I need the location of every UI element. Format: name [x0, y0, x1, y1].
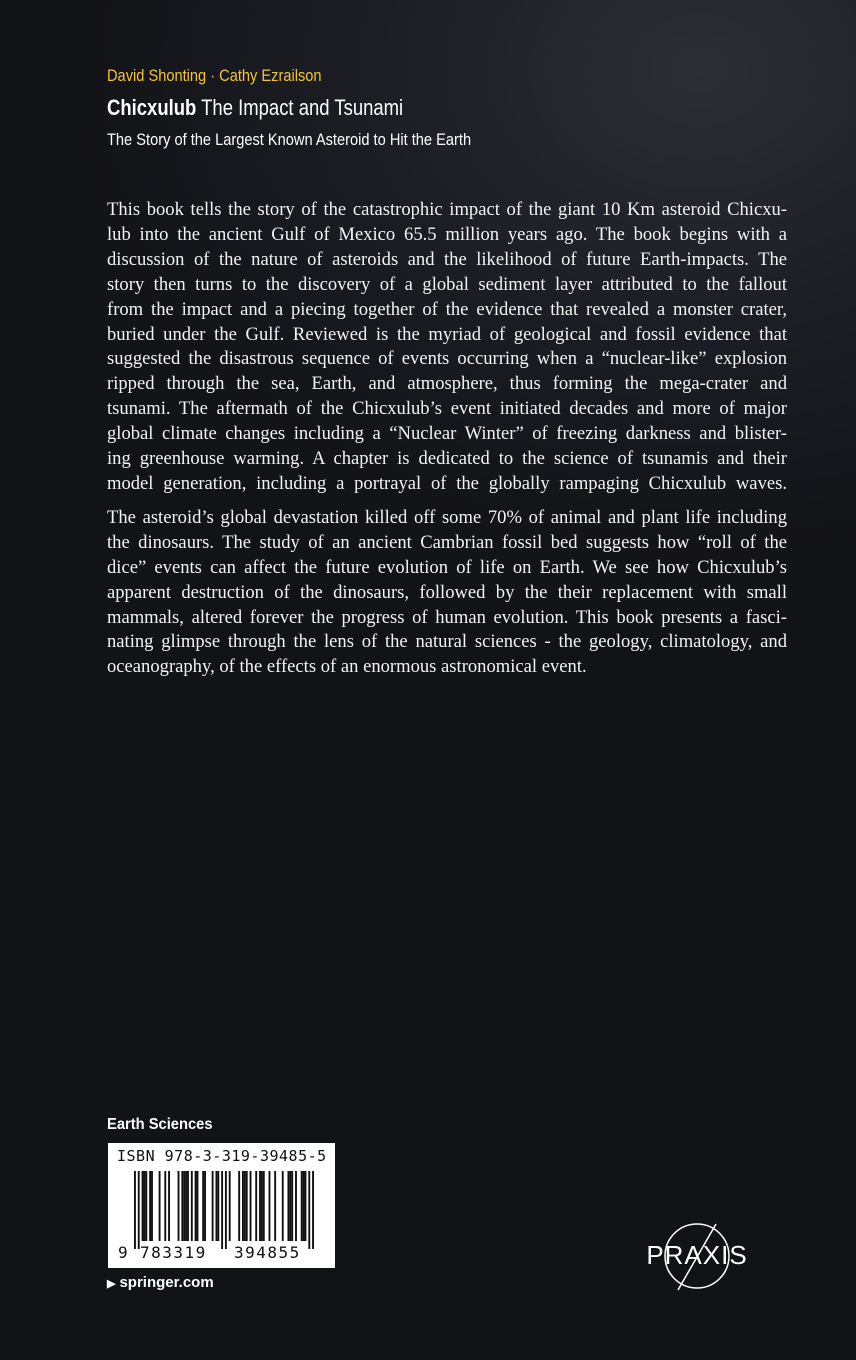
blurb-line: tsunami. The aftermath of the Chicxulub’s event initiated decades and more of major	[107, 398, 787, 420]
barcode-bar	[287, 1171, 289, 1241]
barcode-bar	[312, 1171, 314, 1249]
barcode-bar	[159, 1171, 161, 1241]
blurb-line: model generation, including a portrayal of the globally rampaging Chicxulub waves.	[107, 472, 787, 494]
praxis-logo-text: PRAXIS	[646, 1240, 748, 1270]
book-subtitle: The Story of the Largest Known Asteroid to Hit the Earth	[107, 130, 472, 149]
blurb-line: global climate changes including a “Nuclear Winter” of freezing darkness and blister-	[107, 423, 787, 445]
barcode-bar	[301, 1171, 303, 1241]
barcode-bar	[244, 1171, 246, 1241]
barcode-bar	[215, 1171, 217, 1241]
barcode-bar	[185, 1171, 187, 1241]
barcode-bar	[295, 1171, 297, 1241]
barcode-bar	[303, 1171, 305, 1241]
barcode-bar	[202, 1171, 204, 1241]
blurb-line: oceanography, of the effects of an enormous astronomical event.	[107, 656, 587, 678]
barcode-bar	[263, 1171, 265, 1241]
barcode-bar	[250, 1171, 252, 1241]
barcode-bar	[142, 1171, 144, 1241]
website-link[interactable]	[107, 1274, 214, 1291]
blurb-line: mammals, altered forever the progress of human evolution. This book presents a fasci-	[107, 606, 787, 628]
barcode-bar	[274, 1171, 276, 1241]
barcode-bar	[289, 1171, 291, 1241]
blurb-line: story then turns to the discovery of a global sediment layer attributed to the fallout	[107, 273, 787, 295]
blurb-line: This book tells the story of the catastrophic impact of the giant 10 Km asteroid Chicxu-	[107, 199, 787, 220]
isbn-text: ISBN 978-3-319-39485-5	[117, 1147, 327, 1165]
blurb-paragraph-1	[107, 198, 787, 497]
book-title-main: Chicxulub	[107, 95, 197, 120]
barcode-bars	[134, 1171, 314, 1249]
blurb-line: dice” events can affect the future evolution of life on Earth. We see how Chicxulub’s	[107, 556, 787, 578]
blurb-line: suggested the disastrous sequence of events occurring when a “nuclear-like” explosion	[107, 348, 787, 370]
barcode-bar	[168, 1171, 170, 1241]
book-title-rest: The Impact and Tsunami	[201, 95, 404, 120]
blurb-line: discussion of the nature of asteroids and the likelihood of future Earth-impacts. The	[107, 248, 787, 270]
blurb-line: from the impact and a piecing together of the evidence that revealed a monster crater,	[107, 298, 787, 320]
barcode-bar	[291, 1171, 293, 1241]
blurb-line: The asteroid’s global devastation killed off some 70% of animal and plant life including	[107, 506, 787, 528]
barcode-bar	[238, 1171, 240, 1241]
barcode-bar	[282, 1171, 284, 1241]
subject-category: Earth Sciences	[107, 1116, 213, 1133]
barcode-bar	[143, 1171, 145, 1241]
barcode-bar	[269, 1171, 271, 1241]
barcode-bar	[183, 1171, 185, 1241]
barcode-bar	[225, 1171, 227, 1249]
blurb-line: nating glimpse through the lens of the natural sciences - the geology, climatology, and	[107, 631, 787, 653]
barcode-bar	[261, 1171, 263, 1241]
barcode-bar	[145, 1171, 147, 1241]
blurb-line: ing greenhouse warming. A chapter is dedicated to the science of tsunamis and their	[107, 448, 787, 470]
ean-left-digits: 783319	[140, 1243, 207, 1262]
blurb-line: lub into the ancient Gulf of Mexico 65.5 million years ago. The book begins with a	[107, 223, 787, 245]
isbn-barcode	[108, 1143, 335, 1268]
barcode-bar	[178, 1171, 180, 1241]
cover-header	[107, 64, 807, 152]
blurb-line: apparent destruction of the dinosaurs, followed by the their replacement with small	[107, 581, 787, 603]
barcode-bar	[197, 1171, 199, 1241]
barcode-bar	[308, 1171, 310, 1249]
barcode-bar	[229, 1171, 231, 1241]
praxis-logo	[636, 1216, 758, 1294]
blurb-paragraph-2	[107, 506, 787, 680]
ean-right-digits: 394855	[234, 1243, 301, 1262]
blurb-line: the dinosaurs. The study of an ancient Cambrian fossil bed suggests how “roll of the	[107, 531, 787, 553]
barcode-bar	[204, 1171, 206, 1241]
barcode-bar	[259, 1171, 261, 1241]
barcode-bar	[212, 1171, 214, 1241]
book-title	[107, 92, 695, 124]
barcode-bar	[138, 1171, 140, 1249]
ean-first-digit: 9	[118, 1243, 128, 1262]
barcode-bar	[164, 1171, 166, 1241]
blurb-line: ripped through the sea, Earth, and atmosphere, thus forming the mega-crater and	[107, 373, 787, 395]
ean-digits	[108, 1243, 335, 1265]
barcode-bar	[195, 1171, 197, 1241]
barcode-bar	[305, 1171, 307, 1241]
barcode-bar	[134, 1171, 136, 1249]
barcode-bar	[149, 1171, 151, 1241]
barcode-bar	[246, 1171, 248, 1241]
barcode-bar	[221, 1171, 223, 1249]
barcode-bar	[181, 1171, 183, 1241]
website-text: springer.com	[119, 1274, 214, 1291]
barcode-bar	[151, 1171, 153, 1241]
play-arrow-icon: ▶	[107, 1278, 116, 1290]
barcode-bar	[187, 1171, 189, 1241]
authors: David Shonting · Cathy Ezrailson	[107, 66, 322, 85]
barcode-bar	[242, 1171, 244, 1241]
blurb	[107, 198, 787, 689]
barcode-bar	[217, 1171, 219, 1241]
barcode-bar	[255, 1171, 257, 1241]
blurb-line: buried under the Gulf. Reviewed is the myriad of geological and fossil evidence that	[107, 323, 787, 345]
barcode-bar	[191, 1171, 193, 1241]
